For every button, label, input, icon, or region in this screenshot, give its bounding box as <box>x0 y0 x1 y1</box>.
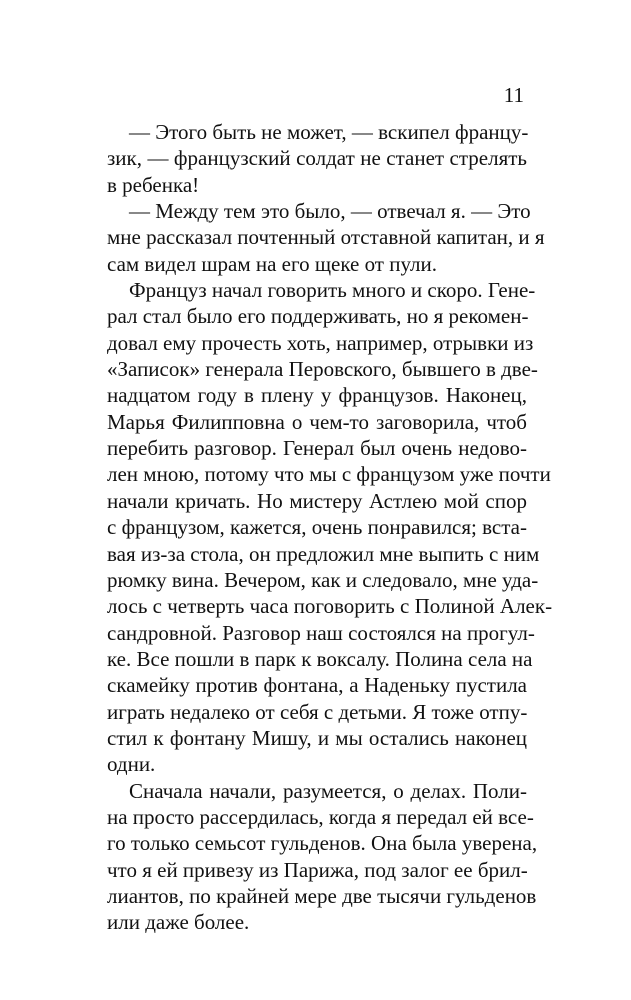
text-line: Марья Филипповна о чем-то заговорила, чтоб <box>107 409 527 434</box>
page-body-text <box>107 119 553 936</box>
text-line: вая из-за стола, он предложил мне выпить с ним <box>107 541 540 566</box>
text-line: надцатом году в плену у французов. Наконец, <box>107 383 527 408</box>
text-line: перебить разговор. Генерал был очень недово- <box>107 436 527 461</box>
text-line: Сначала начали, разумеется, о делах. Поли- <box>129 778 527 803</box>
text-line: рал стал было его поддерживать, но я рекомен- <box>107 304 529 329</box>
text-line: мне рассказал почтенный отставной капитан, и я <box>107 225 545 250</box>
page-number: 11 <box>503 83 524 107</box>
text-line: начали кричать. Но мистеру Астлею мой спор <box>107 488 527 513</box>
text-line: ке. Все пошли в парк к воксалу. Полина села на <box>107 646 533 671</box>
text-line: Француз начал говорить много и скоро. Гене- <box>129 278 536 303</box>
text-line: сам видел шрам на его щеке от пули. <box>107 251 438 276</box>
text-line: «Записок» генерала Перовского, бывшего в две- <box>107 357 538 382</box>
text-line: довал ему прочесть хоть, например, отрывки из <box>107 330 534 355</box>
text-line: что я ей привезу из Парижа, под залог ее брил- <box>107 857 528 882</box>
text-line: зик, — французский солдат не станет стрелять <box>107 146 527 171</box>
text-line: рюмку вина. Вечером, как и следовало, мне уда- <box>107 567 539 592</box>
text-line: сандровной. Разговор наш состоялся на прогул- <box>107 620 535 645</box>
text-line: лось с четверть часа поговорить с Полиной Алек- <box>107 594 553 619</box>
text-line: на просто рассердилась, когда я передал ей все- <box>107 804 534 829</box>
text-line: стил к фонтану Мишу, и мы остались наконец <box>107 725 527 750</box>
text-line: играть недалеко от себя с детьми. Я тоже отпу- <box>107 699 528 724</box>
text-line: в ребенка! <box>107 172 200 197</box>
text-line: с французом, кажется, очень понравился; вста- <box>107 515 527 540</box>
text-line: одни. <box>107 752 156 777</box>
text-line: — Между тем это было, — отвечал я. — Это <box>129 199 531 224</box>
text-line: го только семьсот гульденов. Она была уверена, <box>107 831 538 856</box>
text-line: лен мною, потому что мы с французом уже почти <box>107 462 551 487</box>
text-line: скамейку против фонтана, а Наденьку пустила <box>107 673 527 698</box>
text-line: лиантов, по крайней мере две тысячи гульденов <box>107 883 537 908</box>
text-line: или даже более. <box>107 910 250 935</box>
text-line: — Этого быть не может, — вскипел францу- <box>129 120 529 144</box>
